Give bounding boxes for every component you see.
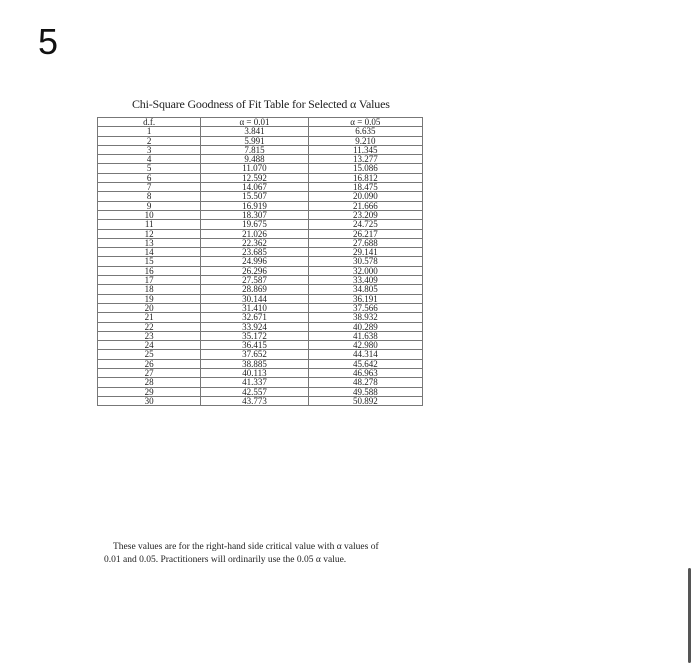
footnote-line-1: These values are for the right-hand side critical value with α values of bbox=[113, 542, 379, 552]
cell-df: 19 bbox=[98, 294, 201, 303]
table-row bbox=[98, 285, 423, 294]
cell-df: 25 bbox=[98, 350, 201, 359]
cell-df: 12 bbox=[98, 229, 201, 238]
table-row bbox=[98, 387, 423, 396]
cell-df: 28 bbox=[98, 378, 201, 387]
cell-df: 13 bbox=[98, 238, 201, 247]
cell-alpha-005: 37.566 bbox=[308, 303, 422, 312]
cell-alpha-005: 34.805 bbox=[308, 285, 422, 294]
cell-df: 1 bbox=[98, 127, 201, 136]
cell-alpha-001: 24.996 bbox=[201, 257, 308, 266]
cell-alpha-005: 21.666 bbox=[308, 201, 422, 210]
cell-df: 9 bbox=[98, 201, 201, 210]
table-row bbox=[98, 127, 423, 136]
cell-df: 3 bbox=[98, 145, 201, 154]
cell-alpha-005: 29.141 bbox=[308, 248, 422, 257]
cell-alpha-001: 15.507 bbox=[201, 192, 308, 201]
cell-alpha-005: 13.277 bbox=[308, 155, 422, 164]
cell-alpha-001: 31.410 bbox=[201, 303, 308, 312]
cell-df: 17 bbox=[98, 276, 201, 285]
cell-alpha-001: 41.337 bbox=[201, 378, 308, 387]
cell-df: 8 bbox=[98, 192, 201, 201]
cell-alpha-005: 6.635 bbox=[308, 127, 422, 136]
cell-alpha-005: 45.642 bbox=[308, 359, 422, 368]
table-footnote bbox=[104, 541, 434, 567]
cell-df: 22 bbox=[98, 322, 201, 331]
table-row bbox=[98, 192, 423, 201]
cell-df: 16 bbox=[98, 266, 201, 275]
cell-alpha-001: 30.144 bbox=[201, 294, 308, 303]
cell-alpha-001: 7.815 bbox=[201, 145, 308, 154]
cell-alpha-005: 46.963 bbox=[308, 369, 422, 378]
cell-df: 10 bbox=[98, 210, 201, 219]
cell-alpha-001: 14.067 bbox=[201, 183, 308, 192]
cell-alpha-001: 32.671 bbox=[201, 313, 308, 322]
cell-alpha-001: 38.885 bbox=[201, 359, 308, 368]
cell-alpha-001: 19.675 bbox=[201, 220, 308, 229]
cell-alpha-001: 9.488 bbox=[201, 155, 308, 164]
chi-square-table bbox=[97, 117, 423, 406]
cell-alpha-001: 18.307 bbox=[201, 210, 308, 219]
cell-df: 11 bbox=[98, 220, 201, 229]
cell-alpha-005: 20.090 bbox=[308, 192, 422, 201]
cell-alpha-005: 36.191 bbox=[308, 294, 422, 303]
cell-alpha-005: 49.588 bbox=[308, 387, 422, 396]
cell-df: 15 bbox=[98, 257, 201, 266]
footnote-line-2: 0.01 and 0.05. Practitioners will ordinarily use the 0.05 α value. bbox=[104, 555, 347, 565]
cell-alpha-005: 41.638 bbox=[308, 331, 422, 340]
page-number: 5 bbox=[38, 21, 59, 62]
cell-alpha-001: 3.841 bbox=[201, 127, 308, 136]
cell-alpha-001: 33.924 bbox=[201, 322, 308, 331]
cell-alpha-001: 43.773 bbox=[201, 396, 308, 405]
cell-alpha-005: 33.409 bbox=[308, 276, 422, 285]
cell-df: 7 bbox=[98, 183, 201, 192]
cell-alpha-001: 35.172 bbox=[201, 331, 308, 340]
cell-df: 18 bbox=[98, 285, 201, 294]
table-row bbox=[98, 257, 423, 266]
cell-alpha-005: 38.932 bbox=[308, 313, 422, 322]
table-row bbox=[98, 396, 423, 405]
cell-df: 5 bbox=[98, 164, 201, 173]
cell-alpha-001: 5.991 bbox=[201, 136, 308, 145]
cell-alpha-005: 30.578 bbox=[308, 257, 422, 266]
cell-df: 23 bbox=[98, 331, 201, 340]
table-row bbox=[98, 220, 423, 229]
cell-alpha-001: 27.587 bbox=[201, 276, 308, 285]
cell-alpha-001: 40.113 bbox=[201, 369, 308, 378]
cell-alpha-005: 26.217 bbox=[308, 229, 422, 238]
table-row bbox=[98, 350, 423, 359]
header-df: d.f. bbox=[98, 118, 201, 127]
cell-df: 6 bbox=[98, 173, 201, 182]
table-row bbox=[98, 313, 423, 322]
cell-alpha-005: 44.314 bbox=[308, 350, 422, 359]
cell-df: 24 bbox=[98, 341, 201, 350]
table-body bbox=[98, 127, 423, 406]
cell-df: 4 bbox=[98, 155, 201, 164]
cell-alpha-005: 32.000 bbox=[308, 266, 422, 275]
cell-alpha-005: 40.289 bbox=[308, 322, 422, 331]
cell-alpha-005: 23.209 bbox=[308, 210, 422, 219]
cell-alpha-005: 27.688 bbox=[308, 238, 422, 247]
cell-alpha-001: 36.415 bbox=[201, 341, 308, 350]
cell-df: 27 bbox=[98, 369, 201, 378]
cell-df: 21 bbox=[98, 313, 201, 322]
cell-alpha-001: 26.296 bbox=[201, 266, 308, 275]
cell-df: 2 bbox=[98, 136, 201, 145]
cell-alpha-005: 18.475 bbox=[308, 183, 422, 192]
cell-alpha-005: 48.278 bbox=[308, 378, 422, 387]
cell-df: 14 bbox=[98, 248, 201, 257]
cell-alpha-001: 37.652 bbox=[201, 350, 308, 359]
table-row bbox=[98, 322, 423, 331]
cell-df: 20 bbox=[98, 303, 201, 312]
header-alpha-005: α = 0.05 bbox=[308, 118, 422, 127]
table-row bbox=[98, 164, 423, 173]
cell-df: 26 bbox=[98, 359, 201, 368]
cell-alpha-001: 21.026 bbox=[201, 229, 308, 238]
cell-alpha-001: 12.592 bbox=[201, 173, 308, 182]
cell-alpha-001: 42.557 bbox=[201, 387, 308, 396]
cell-alpha-001: 28.869 bbox=[201, 285, 308, 294]
cell-alpha-005: 11.345 bbox=[308, 145, 422, 154]
table-row bbox=[98, 136, 423, 145]
table-row bbox=[98, 229, 423, 238]
cell-alpha-001: 23.685 bbox=[201, 248, 308, 257]
cell-alpha-005: 50.892 bbox=[308, 396, 422, 405]
cell-alpha-001: 16.919 bbox=[201, 201, 308, 210]
cell-alpha-001: 11.070 bbox=[201, 164, 308, 173]
cell-alpha-005: 42.980 bbox=[308, 341, 422, 350]
scrollbar[interactable] bbox=[688, 568, 691, 663]
table-row bbox=[98, 378, 423, 387]
cell-alpha-005: 16.812 bbox=[308, 173, 422, 182]
cell-alpha-005: 15.086 bbox=[308, 164, 422, 173]
cell-alpha-001: 22.362 bbox=[201, 238, 308, 247]
table-title: Chi-Square Goodness of Fit Table for Selected α Values bbox=[132, 97, 390, 111]
cell-df: 29 bbox=[98, 387, 201, 396]
cell-alpha-005: 24.725 bbox=[308, 220, 422, 229]
cell-alpha-005: 9.210 bbox=[308, 136, 422, 145]
cell-df: 30 bbox=[98, 396, 201, 405]
header-alpha-001: α = 0.01 bbox=[201, 118, 308, 127]
